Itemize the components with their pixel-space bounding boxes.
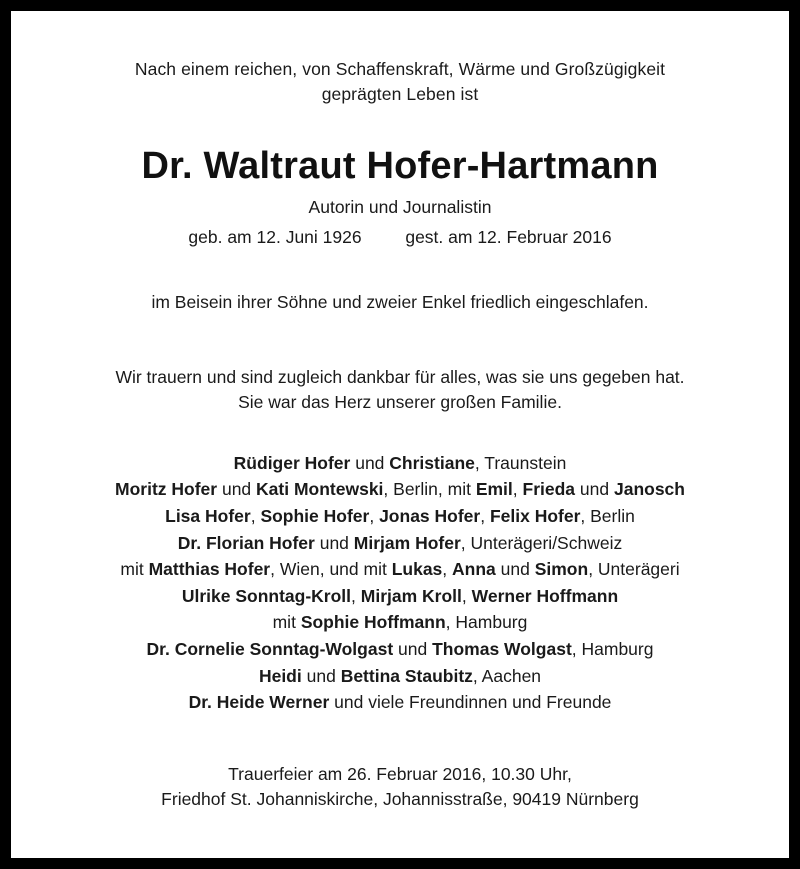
ceremony-line-1: Trauerfeier am 26. Februar 2016, 10.30 Uhr, xyxy=(228,763,572,784)
life-dates xyxy=(51,227,749,248)
family-line xyxy=(51,609,749,636)
ceremony-line-2: Friedhof St. Johanniskirche, Johannisstraße, 90419 Nürnberg xyxy=(161,789,639,810)
family-line-text: , xyxy=(369,505,380,526)
family-line-text: , Berlin xyxy=(580,505,635,526)
family-line-text: , Hamburg xyxy=(445,612,528,633)
family-member-name: Kati Montewski xyxy=(256,479,384,500)
tribute-line-1: Wir trauern und sind zugleich dankbar für alles, was sie uns gegeben hat. xyxy=(115,366,685,387)
profession: Autorin und Journalistin xyxy=(308,196,492,217)
family-member-name: Moritz Hofer xyxy=(115,479,218,500)
family-line-text: mit xyxy=(272,612,301,633)
family-line-text: , xyxy=(250,505,261,526)
family-line-text: und xyxy=(301,665,341,686)
family-member-name: Ulrike Sonntag-Kroll xyxy=(181,585,352,606)
death-date: gest. am 12. Februar 2016 xyxy=(405,226,612,247)
family-member-name: Sophie Hofer xyxy=(260,505,370,526)
family-line-text: , xyxy=(442,559,453,580)
ceremony-info xyxy=(51,762,749,813)
family-line-text: und xyxy=(217,479,257,500)
family-member-name: Dr. Heide Werner xyxy=(188,692,330,713)
intro-text xyxy=(51,57,749,107)
family-member-name: Lisa Hofer xyxy=(165,505,251,526)
family-member-name: Frieda xyxy=(522,479,576,500)
family-line-text: und xyxy=(314,532,354,553)
family-member-name: Bettina Staubitz xyxy=(340,665,473,686)
family-member-name: Simon xyxy=(534,559,589,580)
family-line-text: und xyxy=(575,479,614,500)
birth-date: geb. am 12. Juni 1926 xyxy=(188,226,362,247)
family-line-text: , Aachen xyxy=(472,665,542,686)
family-line-text: und xyxy=(495,559,535,580)
family-line-text: , xyxy=(461,585,472,606)
family-member-name: Felix Hofer xyxy=(489,505,581,526)
family-member-name: Werner Hoffmann xyxy=(471,585,619,606)
family-line-text: , Hamburg xyxy=(571,638,654,659)
family-line xyxy=(51,636,749,663)
family-member-name: Mirjam Kroll xyxy=(360,585,462,606)
family-line-text: , Unterägeri/Schweiz xyxy=(460,532,623,553)
family-member-name: Thomas Wolgast xyxy=(432,638,572,659)
family-member-name: Anna xyxy=(452,559,496,580)
passing-text: im Beisein ihrer Söhne und zweier Enkel friedlich eingeschlafen. xyxy=(151,291,649,312)
family-member-name: Rüdiger Hofer xyxy=(233,452,351,473)
family-member-name: Lukas xyxy=(391,559,443,580)
obituary-content xyxy=(11,11,789,858)
family-line xyxy=(51,556,749,583)
family-line-text: , xyxy=(512,479,523,500)
family-line xyxy=(51,689,749,716)
family-line-text: mit xyxy=(120,559,149,580)
family-member-name: Heidi xyxy=(258,665,302,686)
family-line-text: , Berlin, mit xyxy=(383,479,476,500)
family-member-name: Matthias Hofer xyxy=(148,559,271,580)
family-line-text: , Unterägeri xyxy=(588,559,680,580)
family-line xyxy=(51,450,749,477)
deceased-name: Dr. Waltraut Hofer-Hartmann xyxy=(141,144,659,187)
family-list xyxy=(51,450,749,716)
tribute-line-2: Sie war das Herz unserer großen Familie. xyxy=(238,392,562,413)
family-member-name: Mirjam Hofer xyxy=(353,532,461,553)
family-line-text: , Wien, und mit xyxy=(270,559,392,580)
family-member-name: Jonas Hofer xyxy=(379,505,481,526)
intro-line-2: geprägten Leben ist xyxy=(321,83,479,104)
family-line-text: und xyxy=(350,452,390,473)
family-line xyxy=(51,476,749,503)
family-line-text: , Traunstein xyxy=(474,452,567,473)
family-member-name: Christiane xyxy=(389,452,475,473)
family-line xyxy=(51,583,749,610)
family-member-name: Sophie Hoffmann xyxy=(300,612,446,633)
family-line-text: und viele Freundinnen und Freunde xyxy=(329,692,612,713)
family-member-name: Janosch xyxy=(613,479,685,500)
family-line-text: , xyxy=(351,585,361,606)
intro-line-1: Nach einem reichen, von Schaffenskraft, Wärme und Großzügigkeit xyxy=(134,59,666,79)
family-member-name: Emil xyxy=(475,479,513,500)
family-member-name: Dr. Cornelie Sonntag-Wolgast xyxy=(146,638,394,659)
tribute-text xyxy=(51,365,749,416)
family-line xyxy=(51,503,749,530)
family-line xyxy=(51,530,749,557)
family-line-text: und xyxy=(393,638,433,659)
family-line-text: , xyxy=(480,505,490,526)
family-member-name: Dr. Florian Hofer xyxy=(177,532,315,553)
family-line xyxy=(51,663,749,690)
